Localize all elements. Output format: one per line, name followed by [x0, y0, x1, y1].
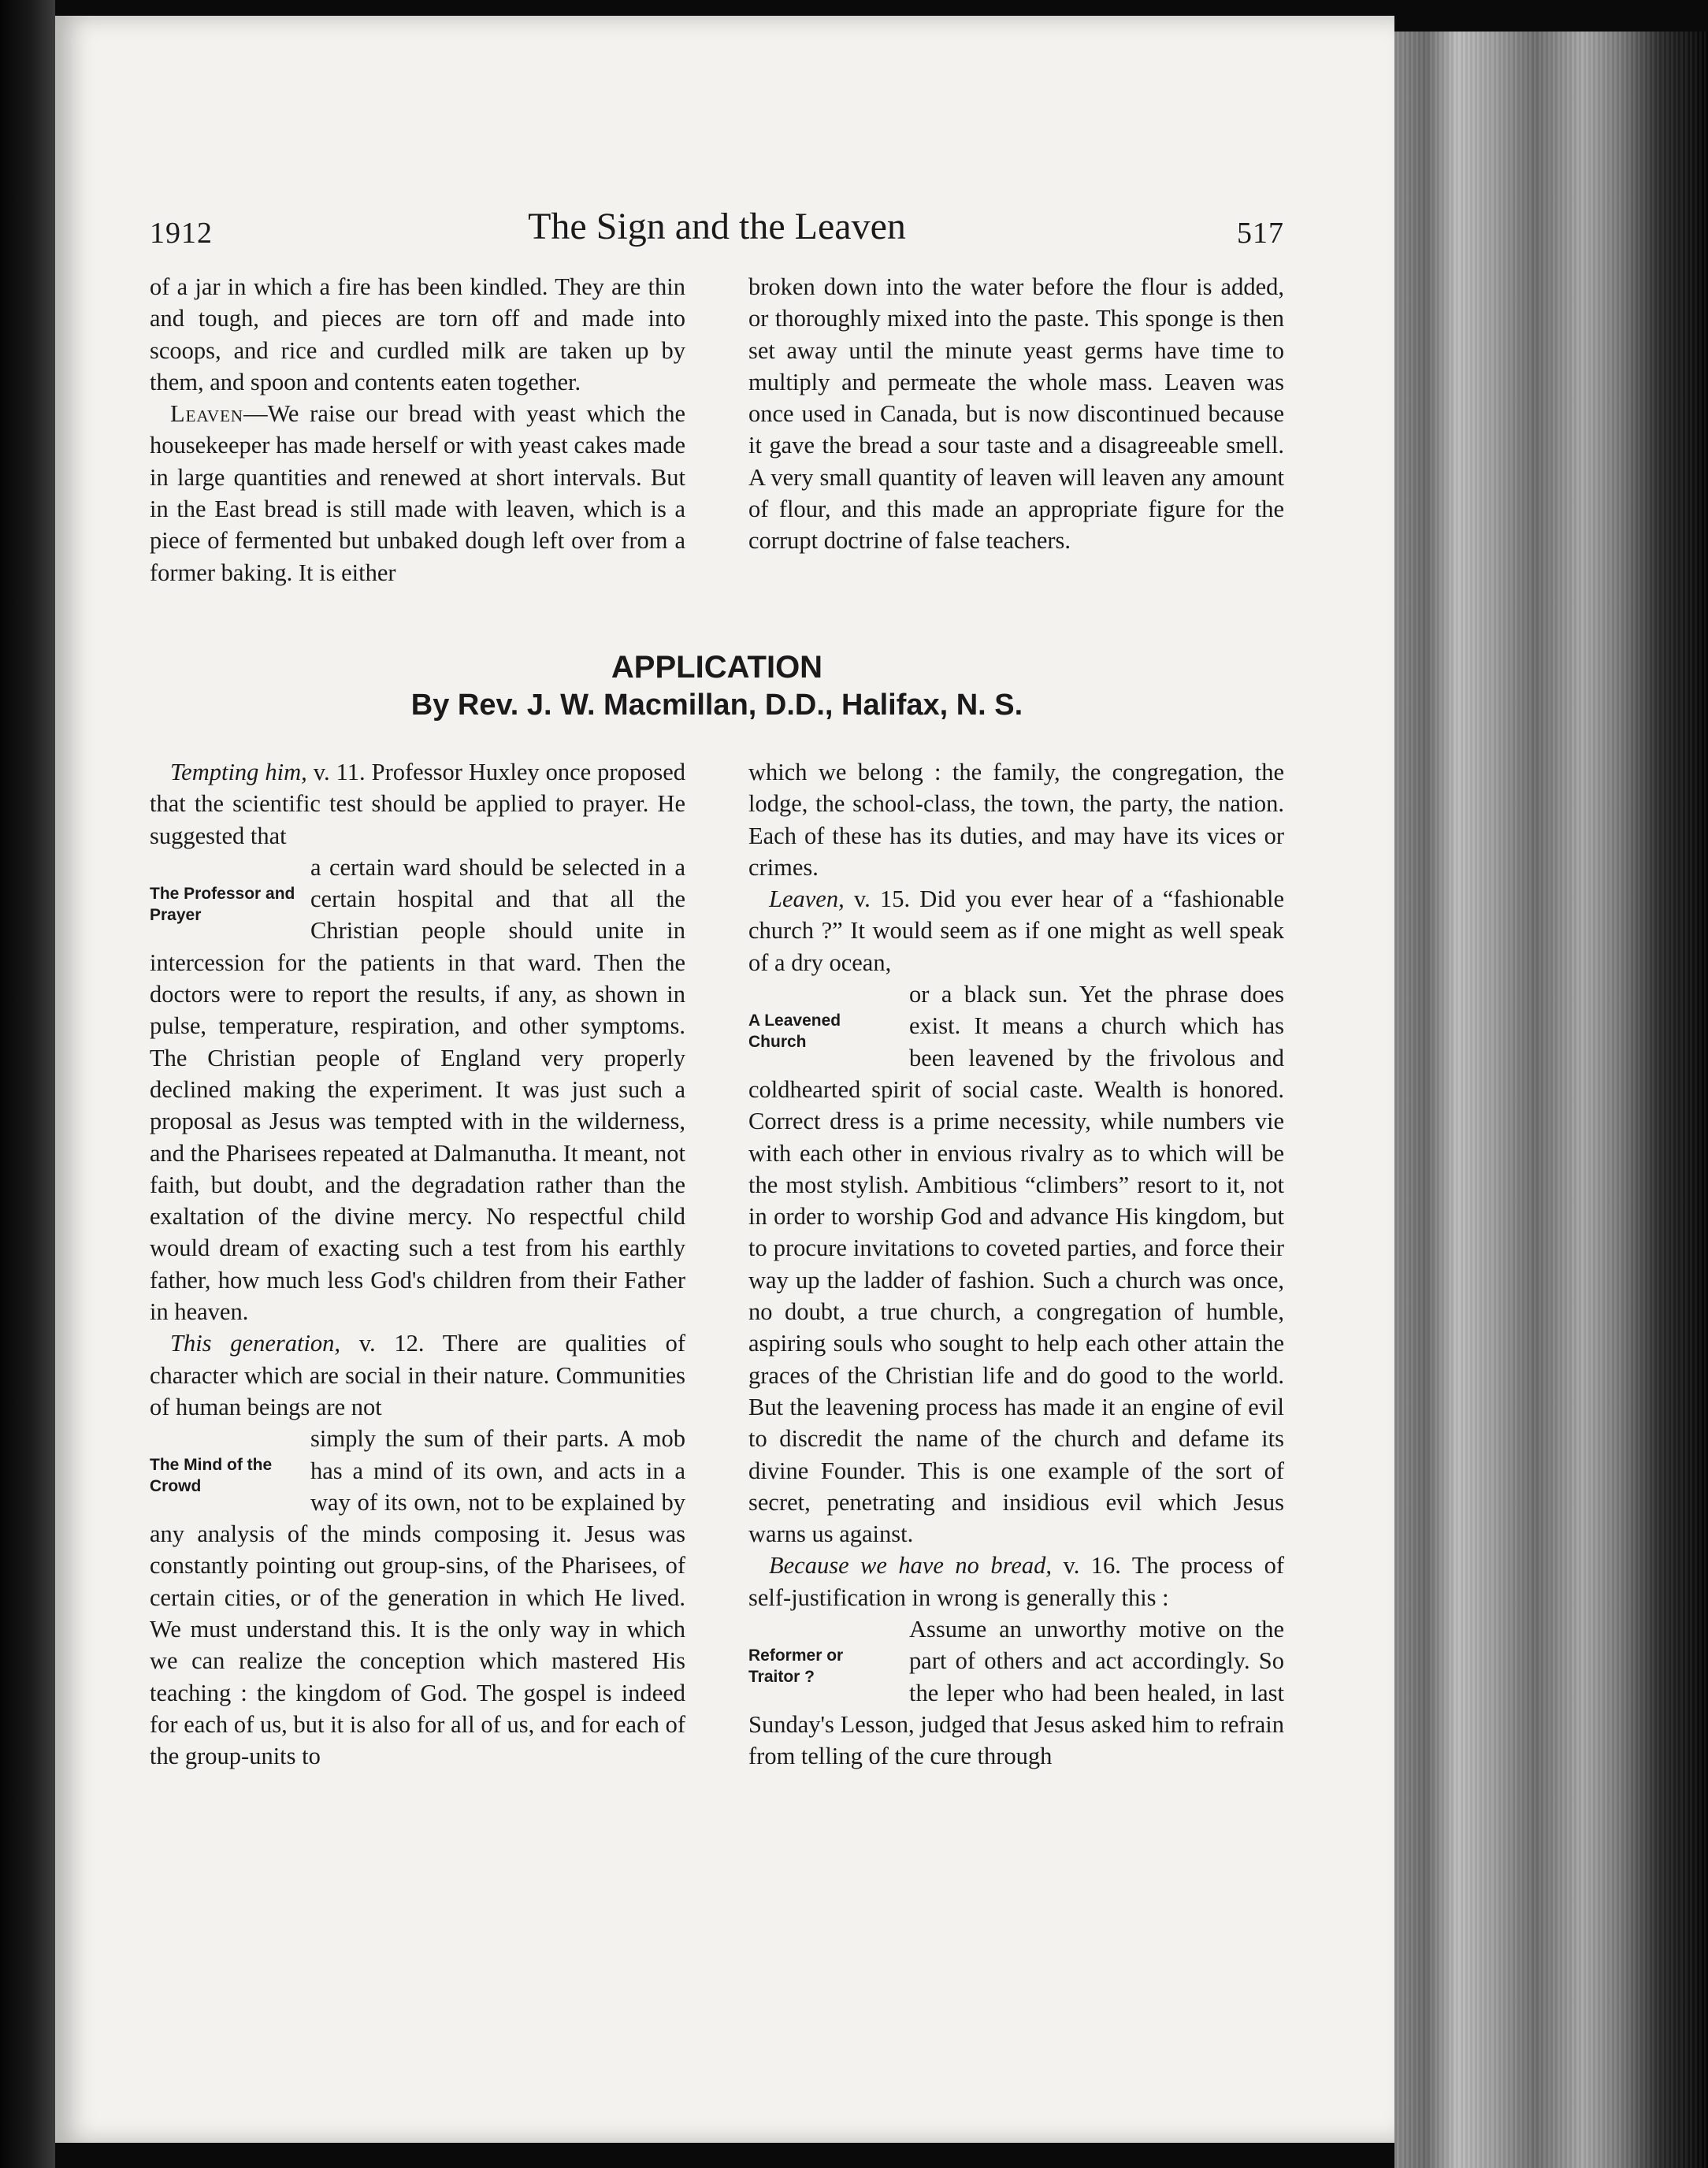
verse-reference: Because we have no bread,	[769, 1552, 1053, 1580]
section-title: APPLICATION	[611, 650, 823, 685]
paragraph-text: v. 11. Professor Huxley once proposed that the scientific test should be applied to prayer. He suggested that	[150, 759, 685, 849]
book-page	[55, 16, 1394, 2143]
page-text-block	[150, 205, 1284, 1938]
paragraph-leaven	[748, 883, 1284, 978]
intro-right-column	[748, 271, 1284, 557]
paragraph-continuation: Assume an unworthy motive on the part of others and act accordingly. So the leper who had been healed, in last Sunday's Lesson, judged that Jesus asked him to refrain from telling of the cure through	[748, 1616, 1284, 1770]
section-author: By Rev. J. W. Macmillan, D.D., Halifax, N. S.	[410, 689, 1023, 722]
intro-paragraph-2-text: —We raise our bread with yeast which the housekeeper has made herself or with yeast cakes made in large quantities and renewed at short intervals. But in the East bread is still made with leaven, which is a piece of fermented but unbaked dough left over from a former baking. It is either	[150, 400, 685, 586]
application-left-column	[150, 756, 685, 1773]
verse-reference: Tempting him,	[170, 759, 307, 785]
side-note-professor-prayer: The Professor and Prayer	[150, 884, 295, 924]
paragraph-continuation: a certain ward should be selected in a certain hospital and that all the Christian people should unite in intercession for the patients in that ward. Then the doctors were to report the results, if any, as shown in pulse, temperature, respiration, and other symptoms. The Christian people of England very properly declined making the experiment. It was just such a proposal as Jesus was tempted with in the wilderness, and the Pharisees repeated at Dalmanutha. It meant, not faith, but doubt, and the degradation rather than the exaltation of the divine mercy. No respectful child would dream of exacting such a test from his earthly father, how much less God's children from their Father in heaven.	[150, 853, 685, 1326]
paragraph-text: v. 16. The process of self-justification in wrong is generally this :	[748, 1552, 1285, 1611]
paragraph-continuation: simply the sum of their parts. A mob has a mind of its own, and acts in a way of its own, not to be explained by any analysis of the minds composing it. Jesus was constantly pointing out group-sins, of the Pharisees, of certain cities, or of the generation in which He lived. We must understand this. It is the only way in which we can realize the conception which mastered His teaching : the kingdom of God. The gospel is indeed for each of us, but it is also for all of us, and for each of the group-units to	[150, 1425, 685, 1770]
paragraph-tempting-him	[150, 756, 685, 852]
header-year: 1912	[150, 217, 213, 250]
paragraph-continuation: or a black sun. Yet the phrase does exist. It means a church which has been leavened by the frivolous and coldhearted spirit of social caste. Wealth is honored. Correct dress is a prime necessity, while numbers vie with each other in envious rivalry as to which will be the most stylish. Ambitious “climbers” resort to it, not in order to worship God and advance His kingdom, but to procure invitations to coveted parties, and force their way up the ladder of fashion. Such a church was once, no doubt, a true church, a congregation of humble, aspiring souls who sought to help each other attain the graces of the Christian life and do good to the world. But the leavening process has made it an engine of evil to discredit the name of the church and defame its divine Founder. This is one example of the sort of secret, penetrating and insidious evil which Jesus warns us against.	[748, 981, 1284, 1548]
paragraph-text: v. 12. There are qualities of character which are social in their nature. Communities of human beings are not	[150, 1330, 686, 1420]
page-number: 517	[1237, 217, 1284, 250]
side-note-mind-of-crowd: The Mind of the Crowd	[150, 1456, 273, 1496]
book-page-edges	[1394, 32, 1708, 2168]
paragraph-text: v. 15. Did you ever hear of a “fashionable church ?” It would seem as if one might as well speak of a dry ocean,	[748, 885, 1284, 976]
intro-paragraph-1: of a jar in which a fire has been kindled. They are thin and tough, and pieces are torn off and made into scoops, and rice and curdled milk are taken up by them, and spoon and contents eaten together.	[150, 273, 685, 395]
application-right-column	[748, 756, 1284, 1773]
side-note-leavened-church: A Leavened Church	[748, 1012, 841, 1052]
header-title: The Sign and the Leaven	[528, 206, 906, 247]
paragraph-continuation: which we belong : the family, the congregation, the lodge, the school-class, the town, the party, the nation. Each of these has its duties, and may have its vices or crimes.	[748, 759, 1284, 881]
running-header	[150, 205, 1284, 252]
intro-paragraph-3: broken down into the water before the flour is added, or thoroughly mixed into the paste. This sponge is then set away until the minute yeast germs have time to multiply and permeate the whole mass. Leaven was once used in Canada, but is now discontinued because it gave the bread a sour taste and a disagreeable smell. A very small quantity of leaven will leaven any amount of flour, and this made an appropriate figure for the corrupt doctrine of false teachers.	[748, 273, 1284, 555]
paragraph-this-generation	[150, 1327, 685, 1423]
verse-reference: This generation,	[170, 1330, 341, 1357]
left-page-edge	[0, 0, 55, 2168]
intro-left-column	[150, 271, 685, 588]
intro-paragraph-2	[150, 398, 685, 588]
paragraph-no-bread	[748, 1550, 1284, 1613]
side-note-reformer-traitor: Reformer or Traitor ?	[748, 1646, 844, 1687]
verse-reference: Leaven,	[769, 885, 845, 913]
leaven-label: Leaven	[170, 400, 244, 428]
